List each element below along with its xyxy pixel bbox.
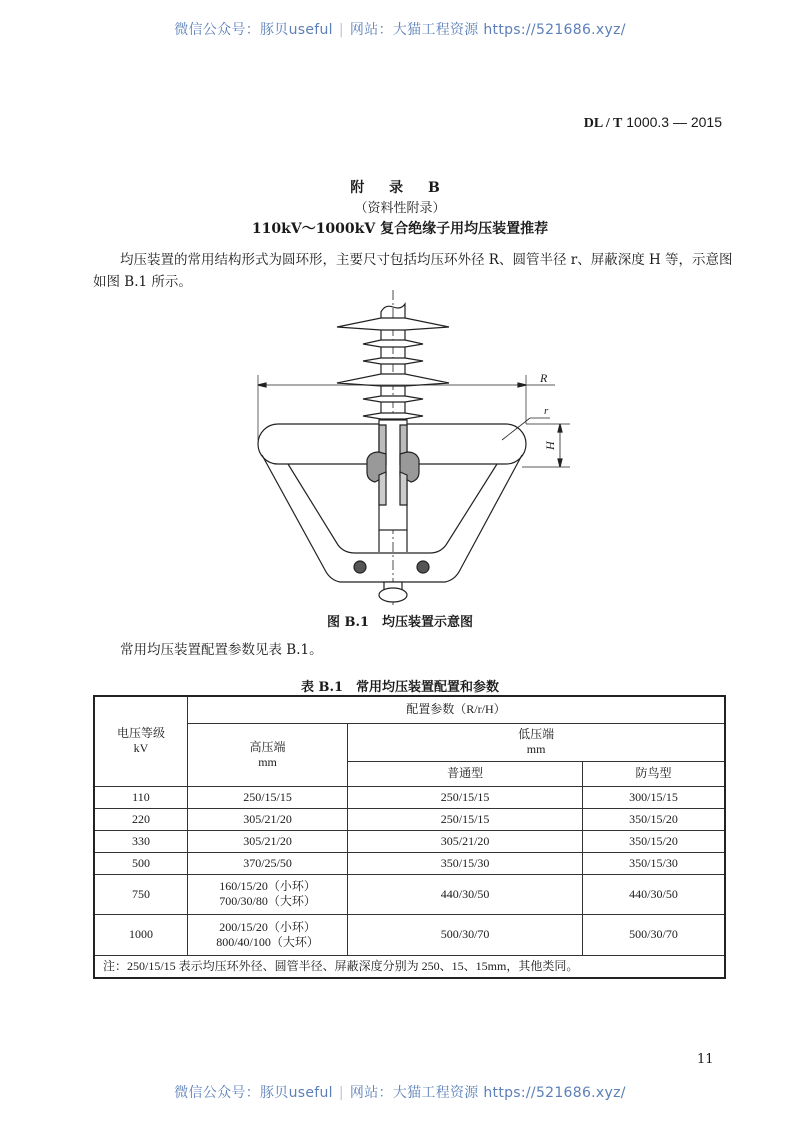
grading-ring-diagram [240,290,580,610]
table-row: 500 370/25/50 350/15/30 350/15/30 [94,852,725,874]
watermark-bottom [0,1082,800,1102]
watermark-left-text: 微信公众号：豚贝useful [174,1085,333,1101]
table-row: 110 250/15/15 250/15/15 300/15/15 [94,786,725,808]
label-r: r [544,405,549,417]
appendix-subtitle: （资料性附录） [354,201,446,216]
label-H: H [543,441,557,450]
standard-number: 1000.3 — 2015 [626,114,722,130]
watermark-right-text: 网站：大猫工程资源 https://521686.xyz/ [349,1085,626,1101]
watermark-top [0,19,800,39]
intro-paragraph: 均压装置的常用结构形式为圆环形，主要尺寸包括均压环外径 R、圆管半径 r、屏蔽深度 H 等，示意图如图 B.1 所示。 [93,252,733,290]
standard-code [584,114,722,132]
normal-type-header: 普通型 [348,761,583,786]
table-row: 220 305/21/20 250/15/15 350/15/20 [94,808,725,830]
config-header: 配置参数（R/r/H） [187,696,725,723]
appendix-heading: 110kV～1000kV 复合绝缘子用均压装置推荐 [251,221,549,237]
watermark-left-text: 微信公众号：豚贝useful [174,22,333,38]
table-row: 1000 200/15/20（小环） 800/40/100（大环） 500/30/70 500/30/70 [94,914,725,955]
watermark-separator: | [338,22,344,38]
standard-prefix: DL / T [583,116,623,131]
table-caption: 表 B.1 常用均压装置配置和参数 [300,680,500,695]
table-row: 330 305/21/20 305/21/20 350/15/20 [94,830,725,852]
bird-proof-header: 防鸟型 [583,761,726,786]
appendix-title: 附 录 B [350,180,450,196]
table-note: 注：250/15/15 表示均压环外径、圆管半径、屏蔽深度分别为 250、15、15mm，其他类同。 [94,955,725,978]
watermark-right-text: 网站：大猫工程资源 https://521686.xyz/ [349,22,626,38]
figure-caption: 图 B.1 均压装置示意图 [326,615,474,630]
config-params-table [93,695,726,979]
watermark-separator: | [338,1085,344,1101]
label-R: R [540,371,548,385]
page-number: 11 [697,1052,714,1067]
table-row: 750 160/15/20（小环） 700/30/80（大环） 440/30/50 440/30/50 [94,874,725,914]
high-end-header: 高压端 mm [187,723,347,786]
low-end-header: 低压端 mm [348,723,725,761]
table-reference-paragraph: 常用均压装置配置参数见表 B.1。 [120,642,323,658]
voltage-header: 电压等级 kV [94,696,187,786]
